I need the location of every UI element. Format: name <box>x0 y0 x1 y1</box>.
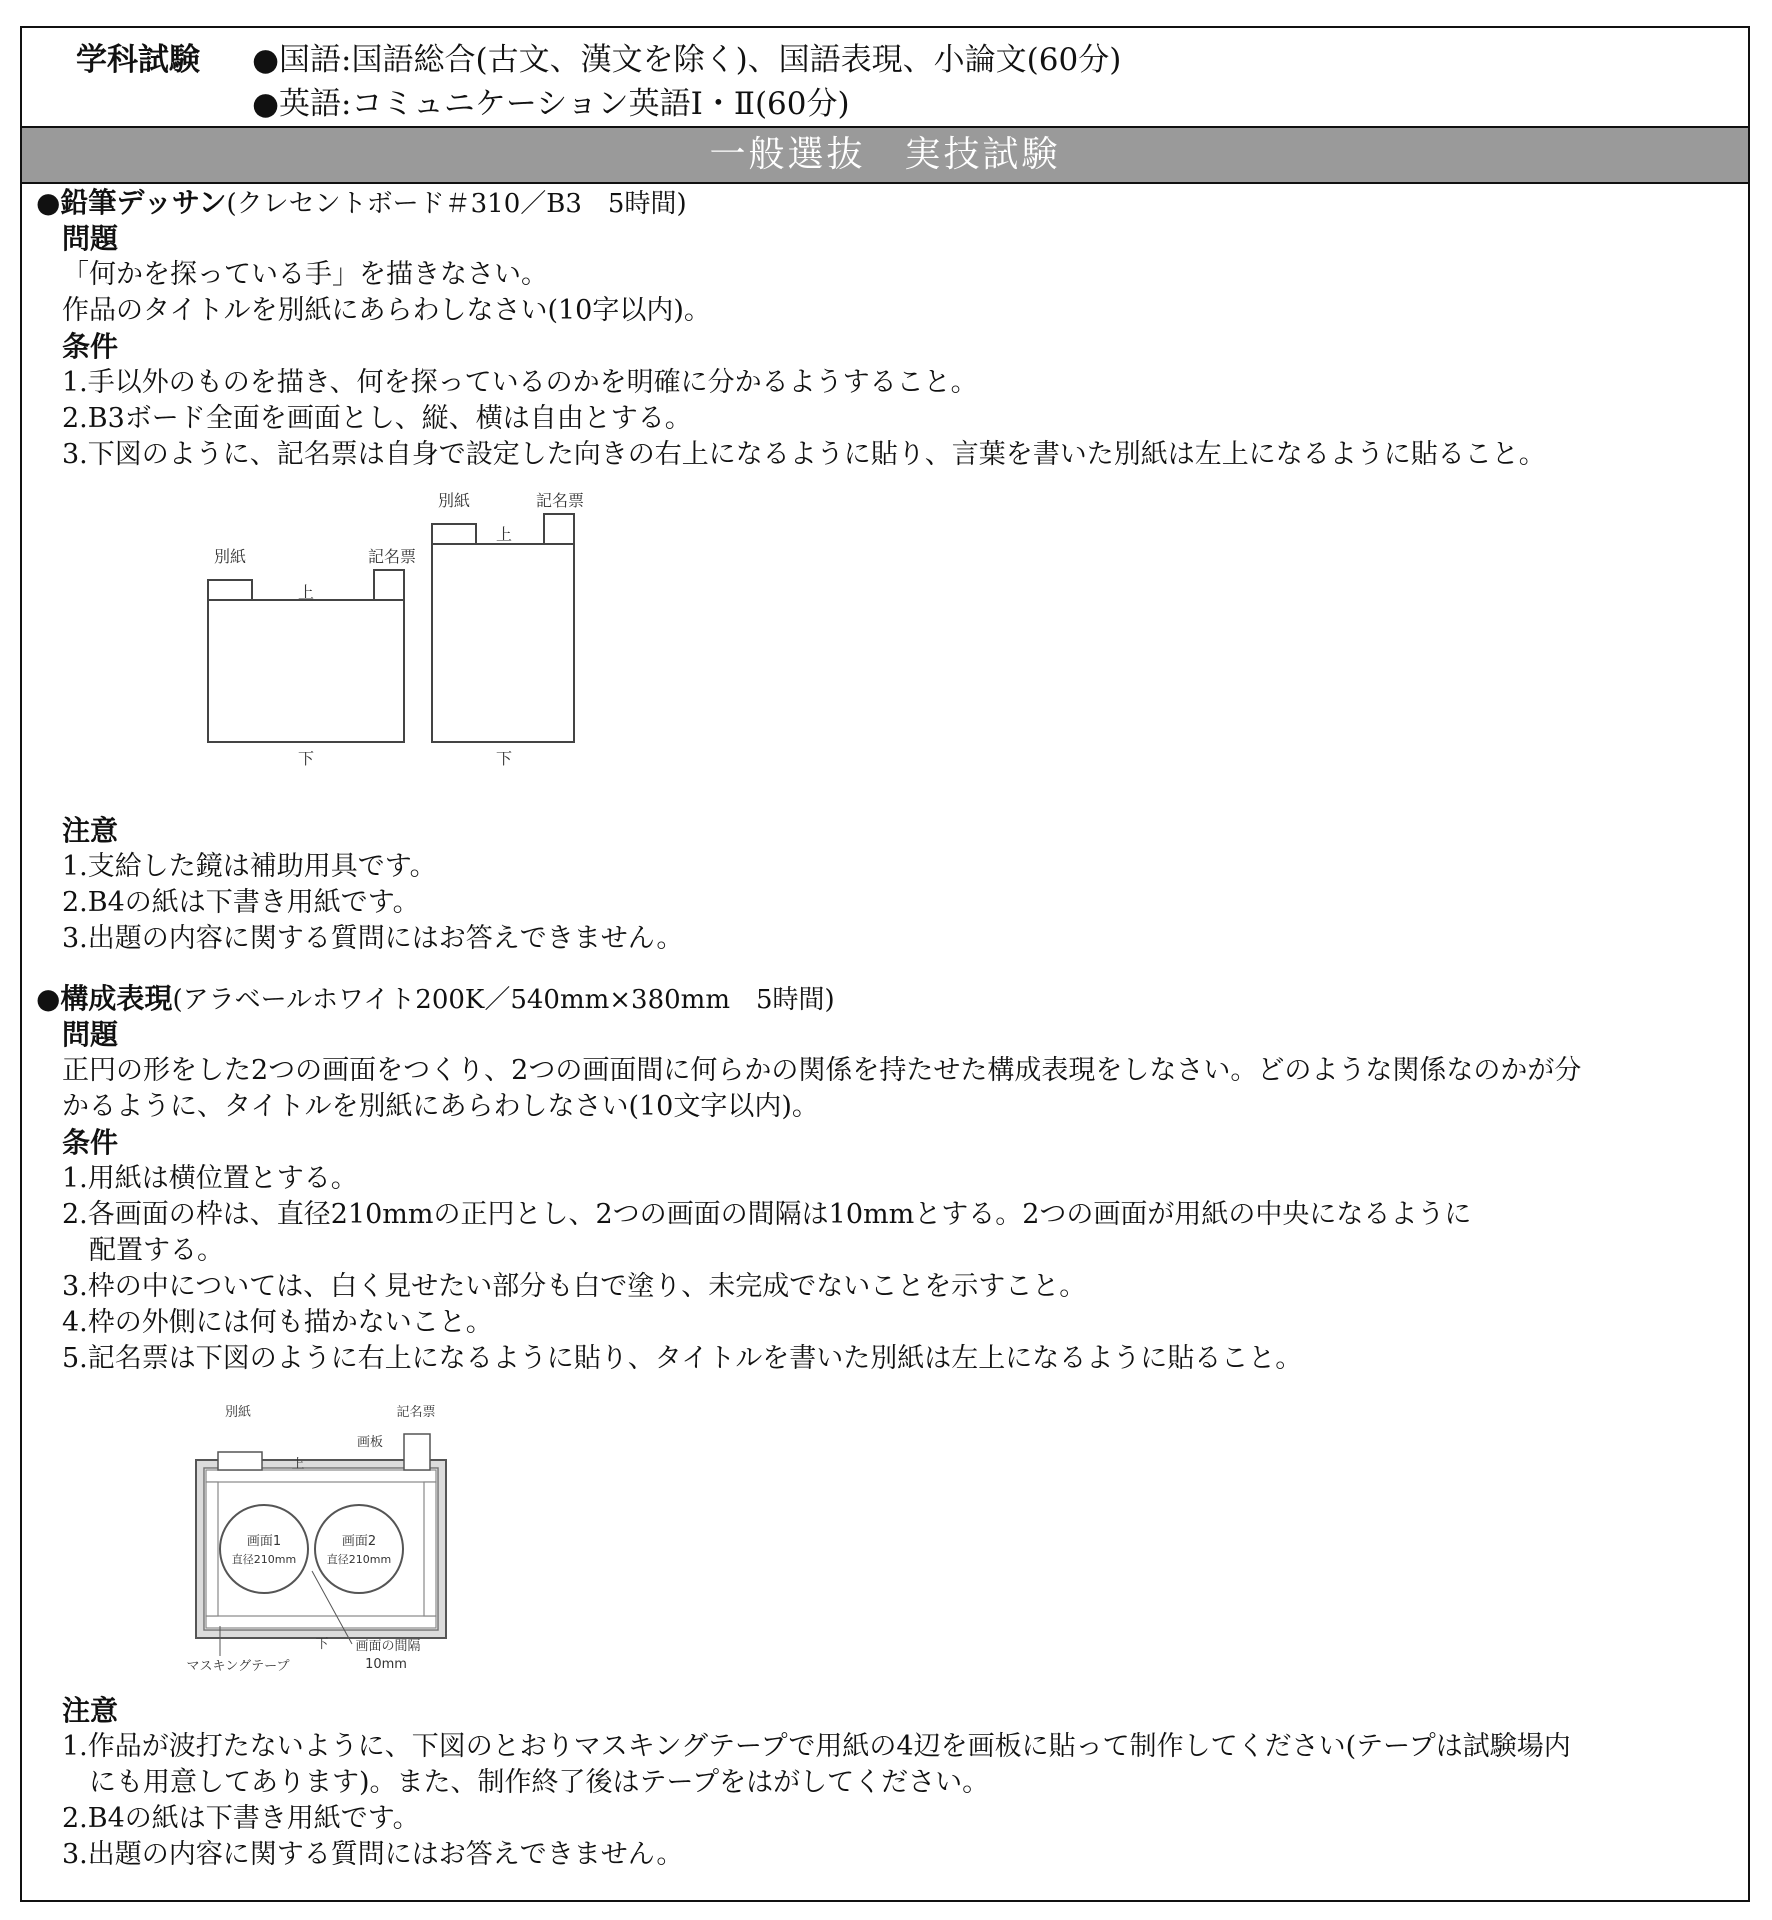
composition-note-item: にも用意してあります)。また、制作終了後はテープをはがしてください。 <box>62 1767 990 1798</box>
portrait-bessi-label: 別紙 <box>437 491 471 510</box>
screen-1-diameter: 直径210mm <box>231 1553 297 1566</box>
academic-exam-label: 学科試験 <box>76 42 200 78</box>
composition-conditions-label: 条件 <box>62 1126 119 1159</box>
tape-label: マスキングテープ <box>186 1659 290 1674</box>
english-exam-line: ●英語:コミュニケーション英語Ⅰ・Ⅱ(60分) <box>252 86 850 122</box>
academic-exam-section <box>22 28 1748 128</box>
portrait-top-label: 上 <box>495 525 513 544</box>
pencil-section-title <box>36 186 687 221</box>
pencil-materials-note: (クレセントボード＃310／B3 5時間) <box>226 189 687 219</box>
top-label: 上 <box>291 1457 305 1472</box>
landscape-kimei-slip <box>374 570 404 600</box>
landscape-kimei-label: 記名票 <box>367 547 417 566</box>
kimei-label: 記名票 <box>396 1405 436 1420</box>
screen-2-label: 画面2 <box>341 1534 377 1549</box>
pencil-note-item: 1.支給した鏡は補助用具です。 <box>62 851 437 882</box>
composition-note-item: 2.B4の紙は下書き用紙です。 <box>62 1803 420 1834</box>
practical-exam-banner: 一般選抜 実技試験 <box>22 128 1748 184</box>
portrait-board <box>432 544 574 742</box>
composition-board-diagram <box>182 1386 502 1686</box>
tape-top <box>206 1470 436 1482</box>
portrait-bottom-label: 下 <box>495 749 513 768</box>
screen-2-diameter: 直径210mm <box>326 1553 392 1566</box>
pencil-conditions-label: 条件 <box>62 330 119 363</box>
board-label: 画板 <box>356 1435 384 1450</box>
gap-value: 10mm <box>365 1657 407 1672</box>
landscape-bottom-label: 下 <box>297 749 315 768</box>
composition-title: ●構成表現 <box>36 982 173 1015</box>
landscape-top-label: 上 <box>297 583 315 602</box>
pencil-note-item: 2.B4の紙は下書き用紙です。 <box>62 887 420 918</box>
portrait-bessi-slip <box>432 524 476 544</box>
composition-condition-item: 配置する。 <box>62 1235 224 1266</box>
pencil-problem-label: 問題 <box>62 222 119 255</box>
pencil-condition-item: 2.B3ボード全面を画面とし、縦、横は自由とする。 <box>62 403 692 434</box>
composition-condition-item: 1.用紙は横位置とする。 <box>62 1163 358 1194</box>
tape-right <box>424 1482 436 1616</box>
composition-section-title <box>36 982 835 1017</box>
gap-label: 画面の間隔 <box>355 1639 421 1654</box>
screen-1-label: 画面1 <box>246 1534 282 1549</box>
landscape-board <box>208 600 404 742</box>
composition-condition-item: 3.枠の中については、白く見せたい部分も白で塗り、未完成でないことを示すこと。 <box>62 1271 1087 1302</box>
composition-note-item: 3.出題の内容に関する質問にはお答えできません。 <box>62 1839 684 1870</box>
composition-problem-line: かるように、タイトルを別紙にあらわしなさい(10文字以内)。 <box>62 1091 819 1122</box>
composition-note-item: 1.作品が波打たないように、下図のとおりマスキングテープで用紙の4辺を画板に貼って制作してください(テープは試験場内 <box>62 1731 1571 1762</box>
composition-notes-label: 注意 <box>62 1694 119 1727</box>
bessi-label: 別紙 <box>224 1405 252 1420</box>
pencil-title: ●鉛筆デッサン <box>36 186 227 219</box>
exam-frame <box>20 26 1750 1902</box>
portrait-kimei-label: 記名票 <box>535 491 585 510</box>
composition-problem-line: 正円の形をした2つの画面をつくり、2つの画面間に何らかの関係を持たせた構成表現をしなさい。どのような関係なのかが分 <box>62 1055 1582 1086</box>
japanese-exam-line: ●国語:国語総合(古文、漢文を除く)、国語表現、小論文(60分) <box>252 42 1122 78</box>
pencil-condition-item: 1.手以外のものを描き、何を探っているのかを明確に分かるようすること。 <box>62 367 978 398</box>
screen-1-circle <box>220 1505 308 1593</box>
bottom-label: 下 <box>315 1637 329 1652</box>
composition-condition-item: 4.枠の外側には何も描かないこと。 <box>62 1307 493 1338</box>
landscape-bessi-slip <box>208 580 252 600</box>
screen-2-circle <box>315 1505 403 1593</box>
tape-left <box>206 1482 218 1616</box>
pencil-notes-label: 注意 <box>62 814 119 847</box>
tape-bottom <box>206 1616 436 1628</box>
pencil-problem-line: 「何かを探っている手」を描きなさい。 <box>62 259 548 290</box>
pencil-problem-line: 作品のタイトルを別紙にあらわしなさい(10字以内)。 <box>62 295 711 326</box>
pencil-note-item: 3.出題の内容に関する質問にはお答えできません。 <box>62 923 684 954</box>
kimei-slip <box>404 1434 430 1470</box>
pencil-condition-item: 3.下図のように、記名票は自身で設定した向きの右上になるように貼り、言葉を書いた別紙は左上になるように貼ること。 <box>62 439 1546 470</box>
portrait-kimei-slip <box>544 514 574 544</box>
composition-materials-note: (アラベールホワイト200K／540mm×380mm 5時間) <box>172 985 835 1015</box>
composition-problem-label: 問題 <box>62 1018 119 1051</box>
composition-condition-item: 5.記名票は下図のように右上になるように貼り、タイトルを書いた別紙は左上になるように貼ること。 <box>62 1343 1303 1374</box>
pencil-board-diagram <box>182 470 602 810</box>
composition-condition-item: 2.各画面の枠は、直径210mmの正円とし、2つの画面の間隔は10mmとする。2つの画面が用紙の中央になるように <box>62 1199 1472 1230</box>
bessi-slip <box>218 1452 262 1470</box>
landscape-bessi-label: 別紙 <box>213 547 247 566</box>
